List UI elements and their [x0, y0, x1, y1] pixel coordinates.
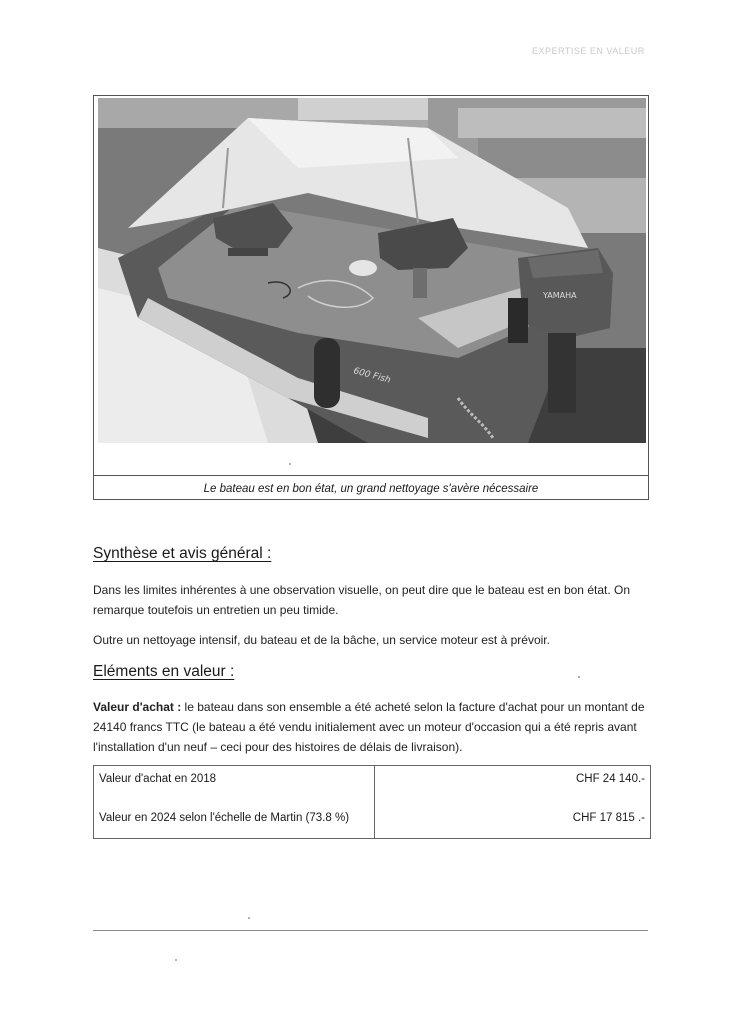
value-label: Valeur en 2024 selon l'échelle de Martin (73.8 %)	[99, 812, 350, 824]
value-label: Valeur d'achat en 2018	[99, 773, 217, 785]
synthese-paragraph-1: Dans les limites inhérentes à une observation visuelle, on peut dire que le bateau est en bon état. On remarque toutefois un entretien un peu timide.	[93, 583, 631, 617]
scan-speck	[289, 463, 291, 465]
scan-speck	[248, 917, 250, 919]
scan-speck	[175, 959, 177, 961]
scan-speck	[578, 676, 580, 678]
boat-photo	[98, 98, 646, 443]
elements-text: le bateau dans son ensemble a été acheté selon la facture d'achat pour un montant de 24140 francs TTC (le bateau a été vendu initialement avec un moteur d'occasion qui a été repris avant l'installation d'un neuf – ceci pour des histoires de délais de livraison).	[93, 700, 645, 754]
value-amount: CHF 24 140.-	[575, 773, 645, 785]
value-amounts-cell	[375, 766, 651, 839]
photo-frame	[93, 95, 649, 500]
elements-paragraph	[93, 697, 653, 757]
footer-divider	[93, 930, 648, 931]
synthese-heading: Synthèse et avis général :	[93, 545, 272, 562]
header-mark: EXPERTISE EN VALEUR	[532, 46, 645, 56]
value-amount: CHF 17 815 .-	[572, 812, 645, 824]
elements-lead: Valeur d'achat :	[93, 700, 182, 714]
caption-divider	[94, 475, 648, 476]
synthese-paragraph-2: Outre un nettoyage intensif, du bateau et de la bâche, un service moteur est à prévoir.	[93, 633, 550, 647]
elements-heading: Eléments en valeur :	[93, 663, 235, 680]
motor-brand-text: YAMAHA	[543, 291, 577, 300]
value-labels-cell	[94, 766, 375, 839]
photo-caption: Le bateau est en bon état, un grand nettoyage s'avère nécessaire	[203, 483, 539, 495]
hull-text: 600 Fish	[352, 366, 392, 386]
value-table	[93, 765, 651, 839]
